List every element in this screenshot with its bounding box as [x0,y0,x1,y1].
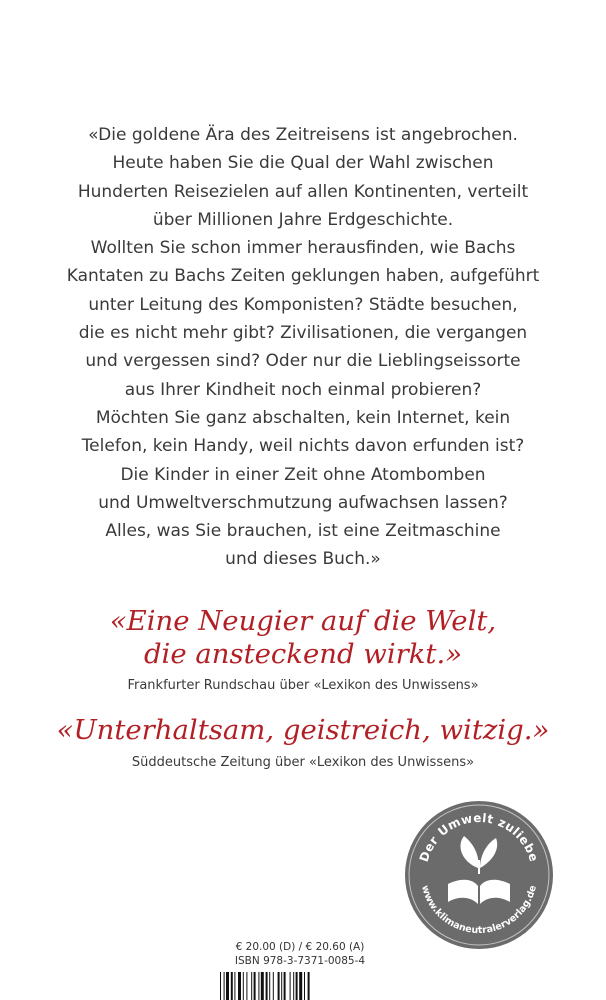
barcode-bar [284,972,286,1000]
price-text: € 20.00 (D) / € 20.60 (A) [235,941,365,953]
barcode [220,972,380,1000]
barcode-bar [269,972,270,1000]
blurb-line: Die Kinder in einer Zeit ohne Atombomben [120,464,486,485]
blurb-line: Wollten Sie schon immer herausfinden, wie Bachs [90,238,516,259]
badge-top-text: Der Umwelt zuliebe [416,810,542,864]
barcode-bar [226,972,229,1000]
barcode-bar [278,972,280,1000]
blurb-line: unter Leitung des Komponisten? Städte besuchen, [88,294,518,315]
review-source-1: Frankfurter Rundschau über «Lexikon des Unwissens» [127,678,479,693]
badge-bottom-text: www.klimaneutralerverlag.de [419,884,539,937]
price-info [200,940,400,968]
blurb-line: Möchten Sie ganz abschalten, kein Internet, kein [95,407,511,428]
barcode-bar [238,972,241,1000]
barcode-bar [281,972,282,1000]
barcode-bar [299,972,302,1000]
barcode-bar [234,972,235,1000]
blurb-line: Alles, was Sie brauchen, ist eine Zeitmaschine [105,521,501,542]
barcode-bar [296,972,298,1000]
barcode-bar [266,972,268,1000]
blurb-line: die es nicht mehr gibt? Zivilisationen, die vergangen [78,323,528,344]
blurb-line: «Die goldene Ära des Zeitreisens ist angebrochen. [88,125,518,145]
blurb-line: Hunderten Reisezielen auf allen Kontinenten, verteilt [77,181,529,202]
isbn-text: ISBN 978-3-7371-0085-4 [234,955,366,967]
barcode-bar [261,972,264,1000]
blurb-line: Telefon, kein Handy, weil nichts davon erfunden ist? [81,436,525,457]
blurb-line: und vergessen sind? Oder nur die Lieblingseissorte [85,351,521,372]
barcode-bar [290,972,291,1000]
review-quote-line: «Unterhaltsam, geistreich, witzig.» [56,714,550,746]
barcode-bar [293,972,294,1000]
climate-neutral-badge [404,800,554,950]
review-source-2: Süddeutsche Zeitung über «Lexikon des Unwissens» [131,755,475,770]
blurb-line: aus Ihrer Kindheit noch einmal probieren? [124,379,482,400]
blurb-line: über Millionen Jahre Erdgeschichte. [152,209,454,230]
barcode-bar [220,972,221,1000]
barcode-bar [246,972,247,1000]
review-quote-line: «Eine Neugier auf die Welt, [109,605,497,637]
blurb-line: und Umweltverschmutzung aufwachsen lassen? [98,492,508,513]
barcode-bar [243,972,244,1000]
blurb-text [40,121,566,574]
barcode-bar [308,972,310,1000]
blurb-line: Kantaten zu Bachs Zeiten geklungen haben, aufgeführt [66,266,540,287]
barcode-bar [224,972,225,1000]
blurb-line: und dieses Buch.» [225,549,381,570]
review-quote-1 [20,605,586,671]
review-quote-2 [20,714,586,747]
barcode-bar [231,972,233,1000]
barcode-bar [304,972,305,1000]
barcode-bar [273,972,274,1000]
review-quote-line: die ansteckend wirkt.» [143,638,463,670]
barcode-bar [258,972,259,1000]
barcode-bar [254,972,256,1000]
barcode-bar [251,972,252,1000]
blurb-line: Heute haben Sie die Qual der Wahl zwischen [112,153,494,174]
